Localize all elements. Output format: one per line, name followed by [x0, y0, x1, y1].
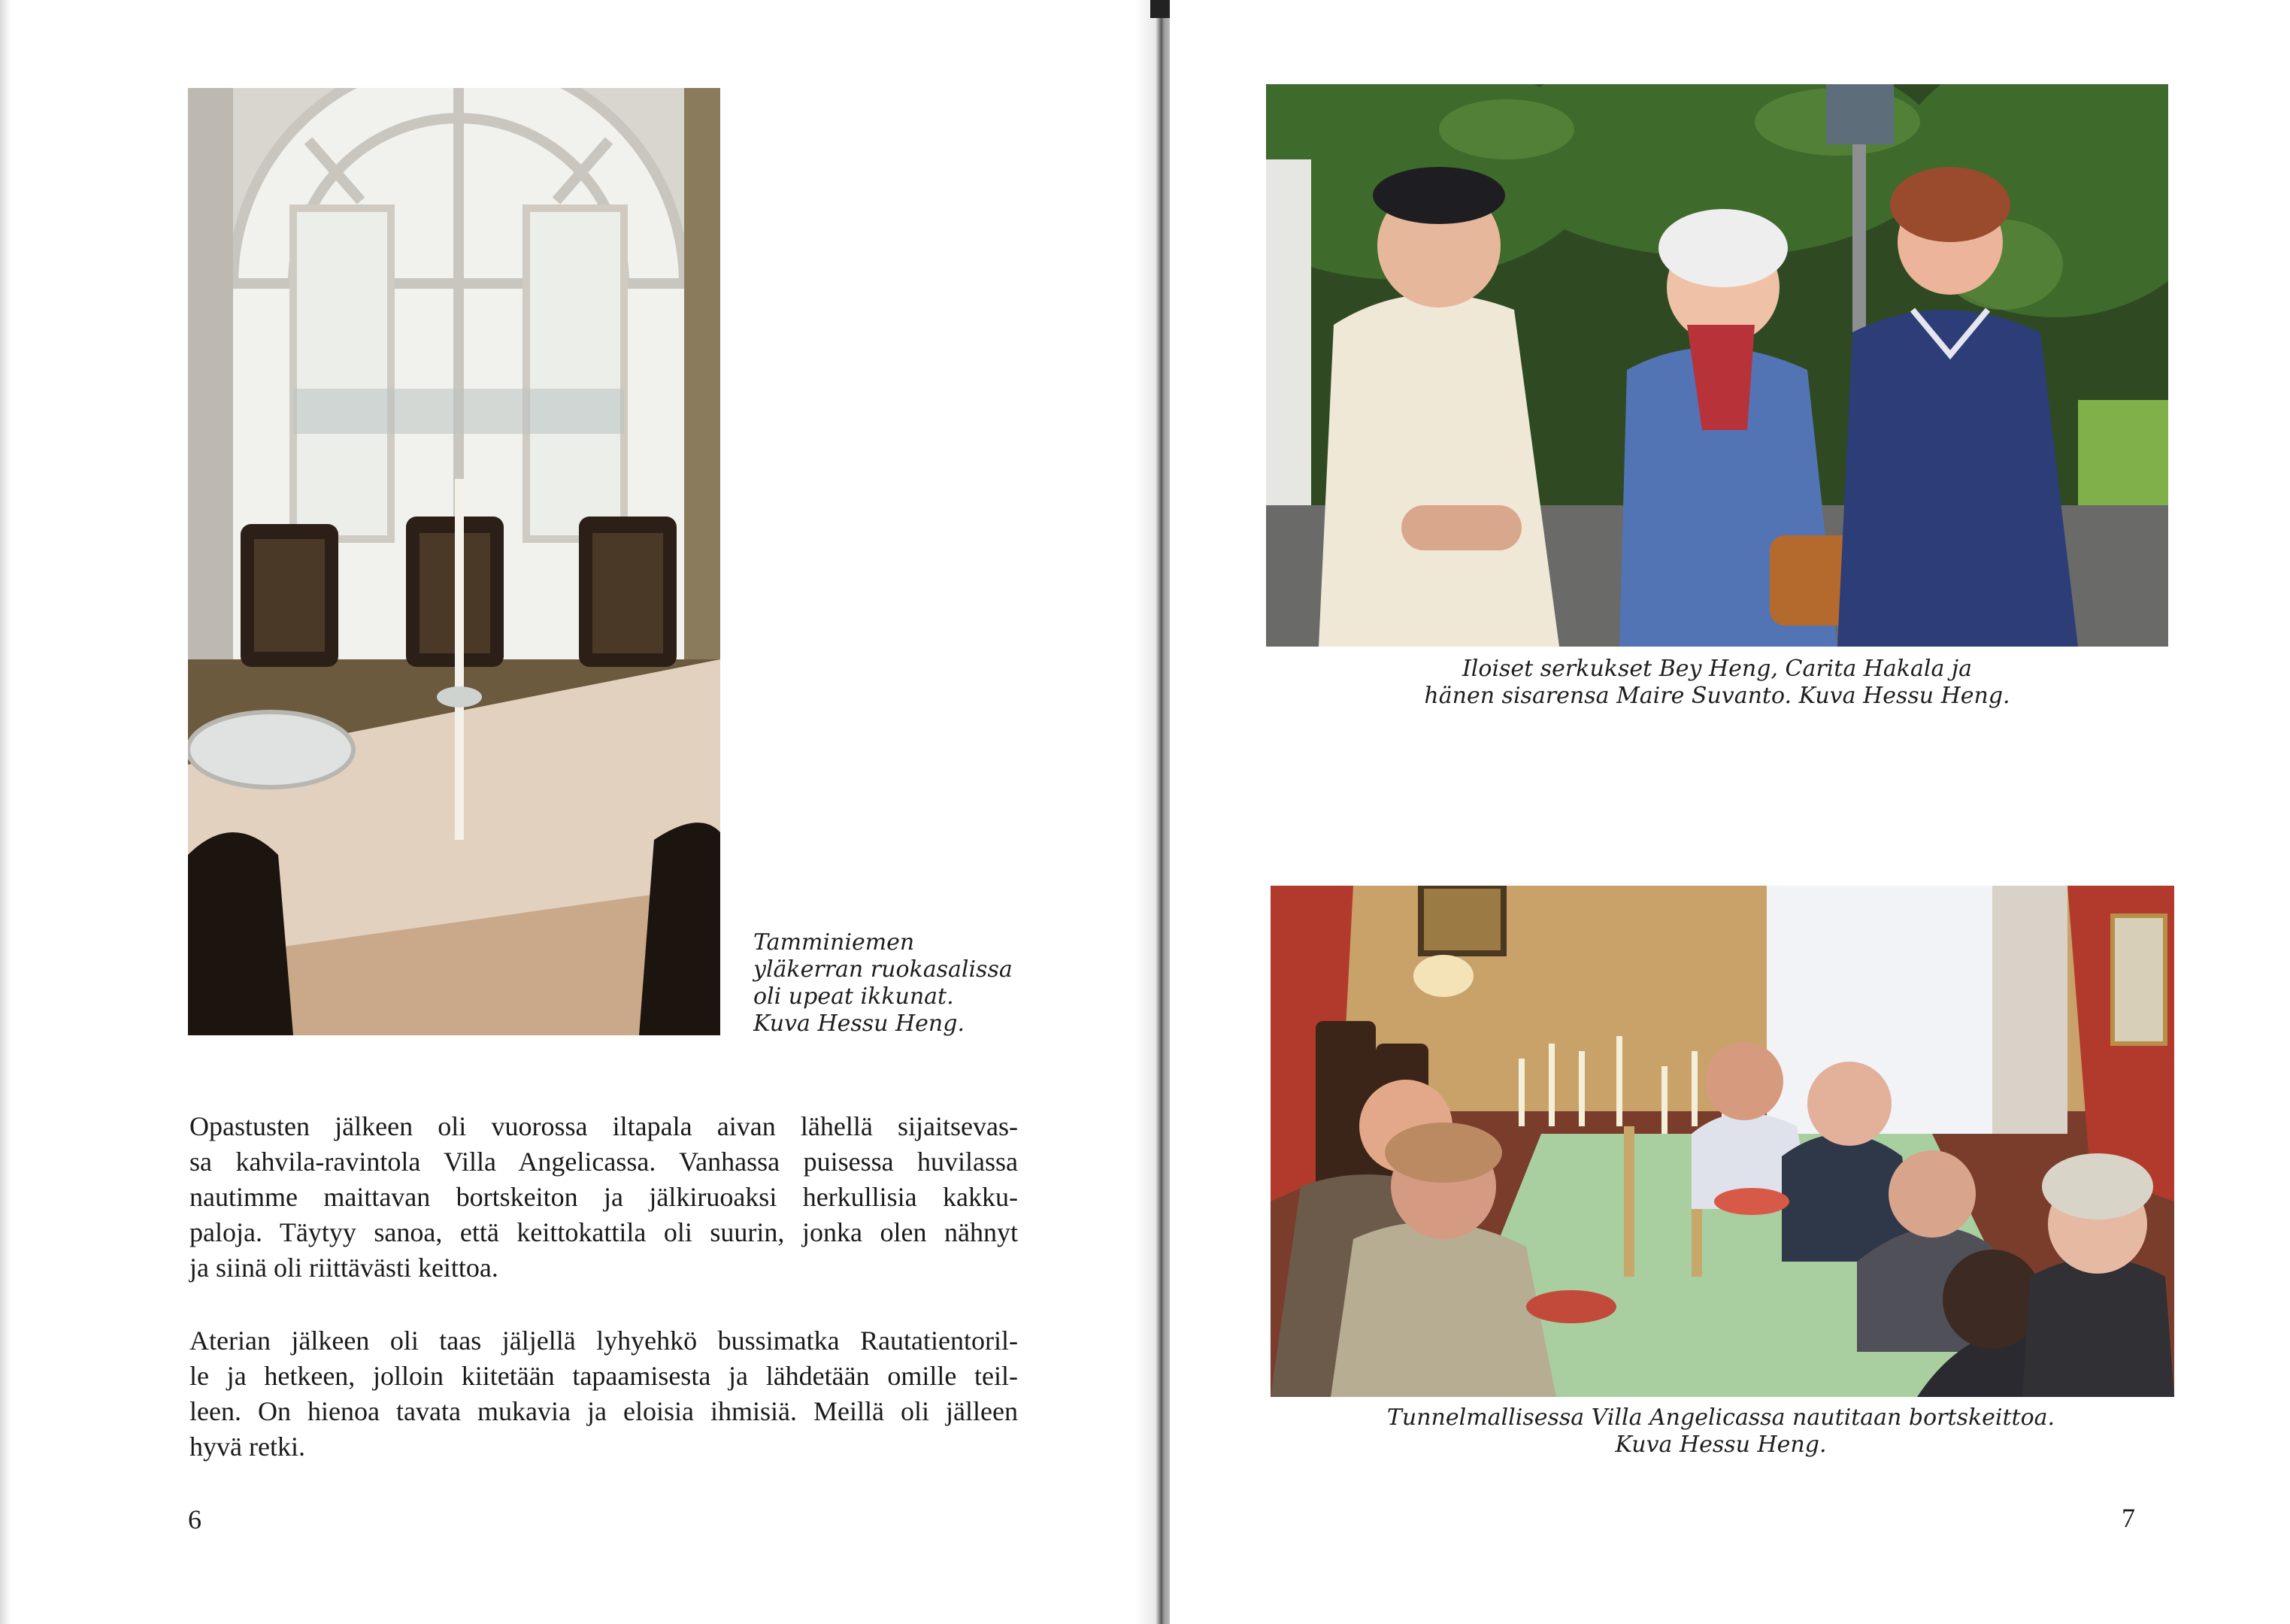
photo-dining-room-window — [188, 88, 720, 1035]
caption-line: yläkerran ruokasalissa — [753, 956, 1013, 983]
page-number-right: 7 — [2122, 1503, 2135, 1533]
text-line: nautimme maittavan bortskeiton ja jälkiruoaksi herkullisia kakku- — [189, 1182, 1018, 1212]
text-line: hyvä retki. — [189, 1432, 305, 1462]
photo-villa-angelica-dinner — [1271, 886, 2174, 1397]
caption-line: Tamminiemen — [753, 929, 915, 956]
photo-cousins — [1266, 84, 2168, 647]
cousins-illustration — [1266, 84, 2168, 647]
caption-line: Iloiset serkukset Bey Heng, Carita Hakala ja — [1462, 656, 1973, 682]
caption-line: Tunnelmallisessa Villa Angelicassa nautitaan bortskeittoa. — [1386, 1404, 2055, 1431]
text-line: le ja hetkeen, jolloin kiitetään tapaamisesta ja lähdetään omille teil- — [189, 1361, 1018, 1391]
caption-line: oli upeat ikkunat. — [753, 983, 954, 1010]
page-edge-shadow — [0, 0, 11, 1624]
text-line: paloja. Täytyy sanoa, että keittokattila oli suurin, jonka olen nähnyt — [189, 1217, 1018, 1247]
photo-caption-cousins — [1266, 656, 2168, 710]
text-line: Opastusten jälkeen oli vuorossa iltapala aivan lähellä sijaitsevas- — [189, 1111, 1018, 1141]
paragraph-villa-angelica — [189, 1109, 1018, 1286]
dinner-illustration — [1271, 886, 2174, 1397]
photo-caption-tamminiemi — [753, 929, 1069, 1038]
text-line: leen. On hienoa tavata mukavia ja eloisia ihmisiä. Meillä oli jälleen — [189, 1396, 1018, 1426]
caption-line: Kuva Hessu Heng. — [753, 1010, 965, 1037]
text-line: ja siinä oli riittävästi keittoa. — [189, 1253, 498, 1283]
text-line: sa kahvila-ravintola Villa Angelicassa. Vanhassa puisessa huvilassa — [189, 1147, 1018, 1177]
right-page — [1170, 0, 2290, 1624]
photo-caption-dinner — [1266, 1404, 2176, 1459]
paragraph-return-trip — [189, 1323, 1018, 1465]
caption-line: Kuva Hessu Heng. — [1615, 1432, 1827, 1458]
dining-room-illustration — [188, 88, 720, 1035]
text-line: Aterian jälkeen oli taas jäljellä lyhyehkö bussimatka Rautatientoril- — [189, 1326, 1018, 1356]
caption-line: hänen sisarensa Maire Suvanto. Kuva Hessu Heng. — [1424, 683, 2010, 709]
page-number-left: 6 — [188, 1504, 201, 1535]
